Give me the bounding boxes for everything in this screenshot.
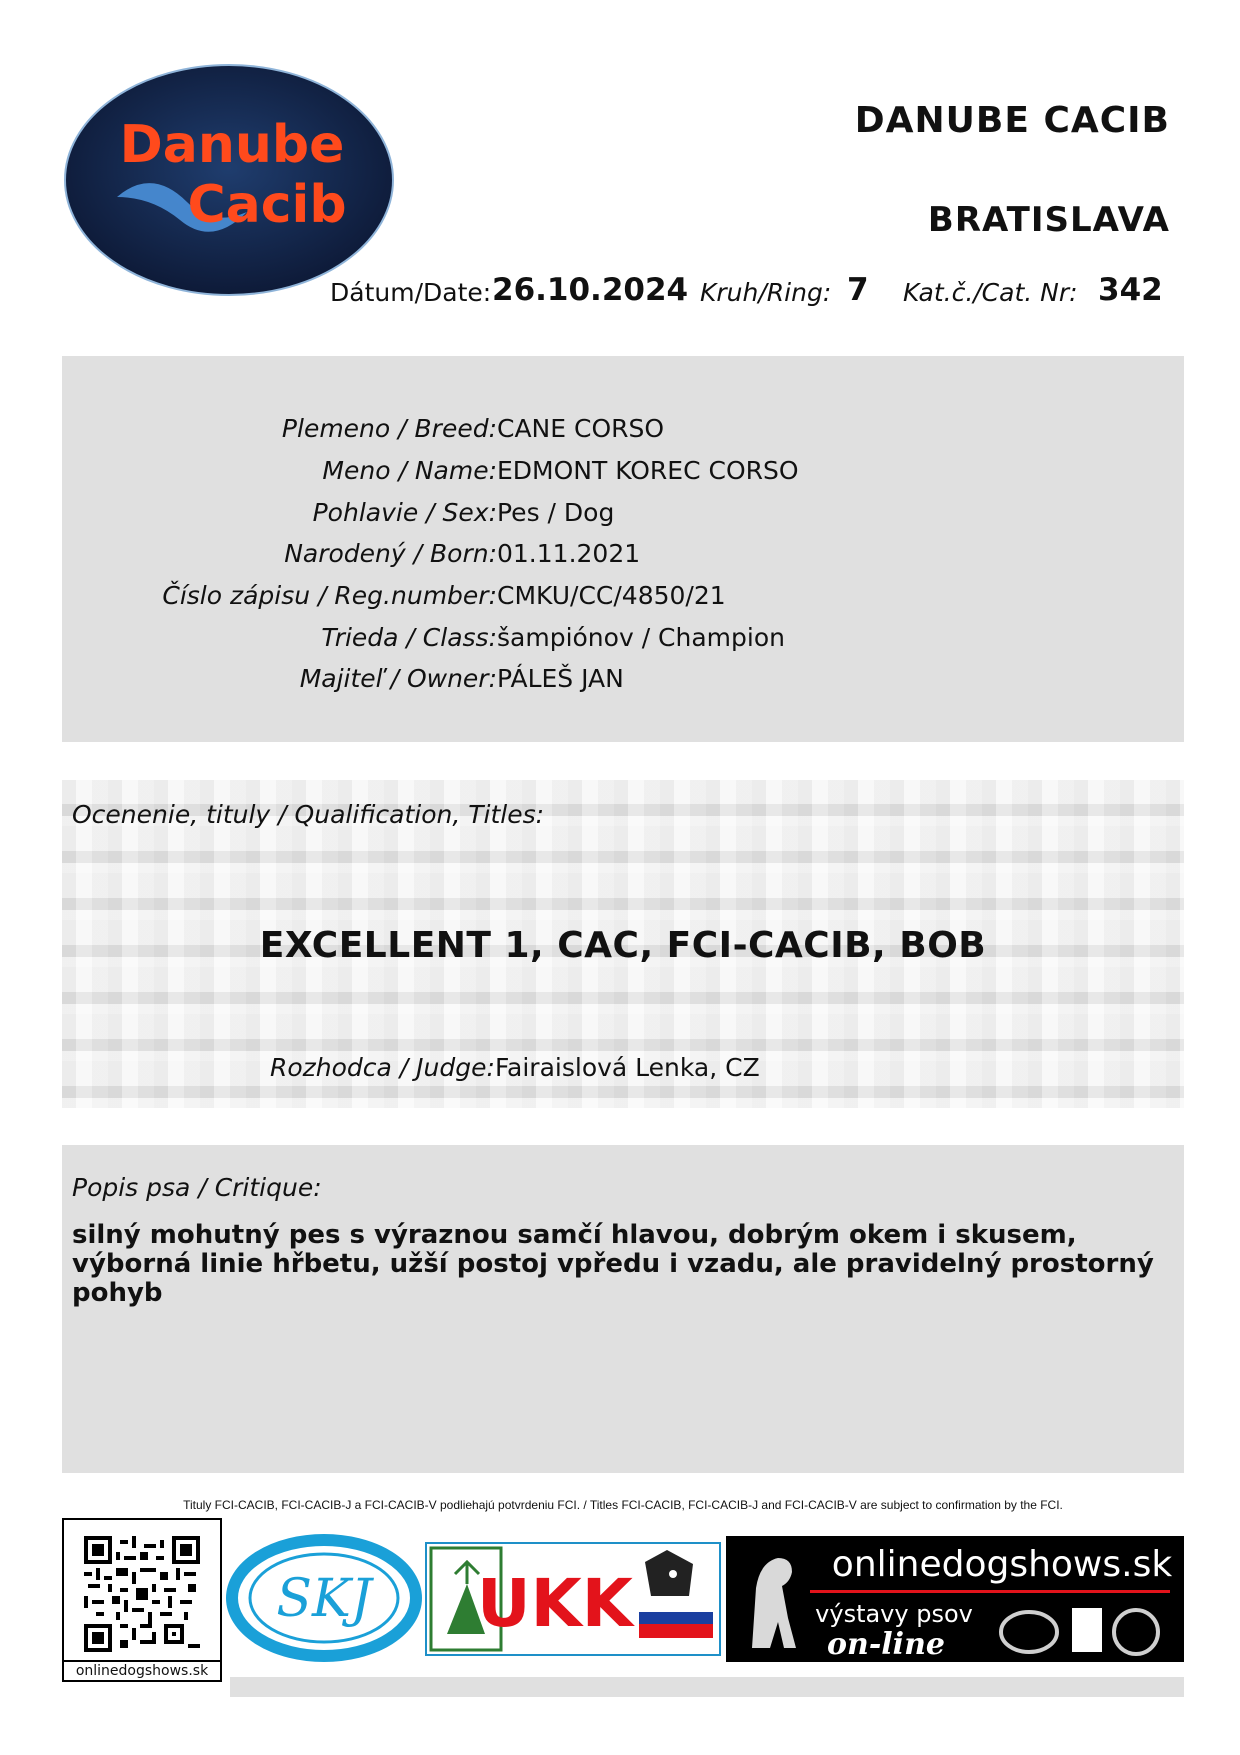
sex-label: Pohlavie / Sex: <box>312 498 497 527</box>
judge-label: Rozhodca / Judge: <box>270 1053 495 1082</box>
info-row-breed <box>62 414 1184 454</box>
reg-value: CMKU/CC/4850/21 <box>497 581 726 610</box>
owner-value: PÁLEŠ JAN <box>497 664 624 693</box>
fci-disclaimer: Tituly FCI-CACIB, FCI-CACIB-J a FCI-CACIB-V podliehajú potvrdeniu FCI. / Titles FCI-CACIB, FCI-CACIB-J and FCI-CACIB-V are subject to confirmation by the FCI. <box>183 1498 1063 1512</box>
name-label: Meno / Name: <box>322 456 497 485</box>
ring-value: 7 <box>847 272 869 308</box>
critique-label: Popis psa / Critique: <box>72 1173 322 1202</box>
judge-value: Fairaislová Lenka, CZ <box>494 1053 760 1082</box>
qr-caption: onlinedogshows.sk <box>64 1660 220 1680</box>
qualification-box <box>62 780 1184 1108</box>
date-value: 26.10.2024 <box>492 272 689 308</box>
breed-value: CANE CORSO <box>497 414 665 443</box>
class-label: Trieda / Class: <box>321 623 497 652</box>
ukk-logo-text: UKK <box>477 1565 633 1642</box>
logo-text-line1: Danube <box>119 115 345 175</box>
logo-text-line2: Cacib <box>187 175 347 235</box>
date-label: Dátum/Date: <box>330 278 492 307</box>
fci-small-icon <box>1114 1610 1158 1654</box>
critique-text: silný mohutný pes s výraznou samčí hlavou, dobrým okem i skusem, výborná linie hřbetu, užší postoj vpředu i vzadu, ale pravidelný prostorný pohyb <box>72 1220 1154 1308</box>
sex-value: Pes / Dog <box>497 498 615 527</box>
qualification-label: Ocenenie, tituly / Qualification, Titles: <box>72 800 545 829</box>
event-city: BRATISLAVA <box>927 200 1170 240</box>
qualification-value: EXCELLENT 1, CAC, FCI-CACIB, BOB <box>259 925 987 966</box>
ods-title: onlinedogshows.sk <box>831 1544 1173 1585</box>
info-row-class <box>62 623 1184 663</box>
cat-label: Kat.č./Cat. Nr: <box>903 278 1078 307</box>
event-title: DANUBE CACIB <box>854 100 1170 141</box>
dog-info-box <box>62 356 1184 742</box>
meta-line <box>330 270 1170 310</box>
owner-label: Majiteľ / Owner: <box>299 664 497 693</box>
class-value: šampiónov / Champion <box>497 623 785 652</box>
ukk-logo <box>425 1542 721 1656</box>
born-label: Narodený / Born: <box>284 539 497 568</box>
info-row-born <box>62 539 1184 579</box>
judge-line <box>270 1053 760 1082</box>
ski-logo <box>226 1534 422 1662</box>
ods-subtitle: výstavy psov <box>815 1600 973 1628</box>
ods-online-text: on-line <box>827 1627 945 1662</box>
info-row-owner <box>62 664 1184 704</box>
info-row-reg <box>62 581 1184 621</box>
info-row-name <box>62 456 1184 496</box>
born-value: 01.11.2021 <box>497 539 641 568</box>
qr-code-icon <box>84 1536 200 1652</box>
breed-label: Plemeno / Breed: <box>281 414 497 443</box>
name-value: EDMONT KOREC CORSO <box>497 456 799 485</box>
qr-code-box[interactable] <box>62 1518 222 1682</box>
ski-logo-text: SKJ <box>276 1569 372 1629</box>
bottom-bar <box>230 1677 1184 1697</box>
ski-small-icon <box>1001 1612 1057 1652</box>
club-small-icon <box>1072 1608 1102 1652</box>
ring-label: Kruh/Ring: <box>700 278 832 307</box>
info-row-sex <box>62 498 1184 538</box>
danube-cacib-logo <box>62 62 396 298</box>
critique-box <box>62 1145 1184 1473</box>
cat-value: 342 <box>1098 272 1163 308</box>
reg-label: Číslo zápisu / Reg.number: <box>162 581 497 610</box>
onlinedogshows-banner[interactable] <box>726 1536 1184 1662</box>
